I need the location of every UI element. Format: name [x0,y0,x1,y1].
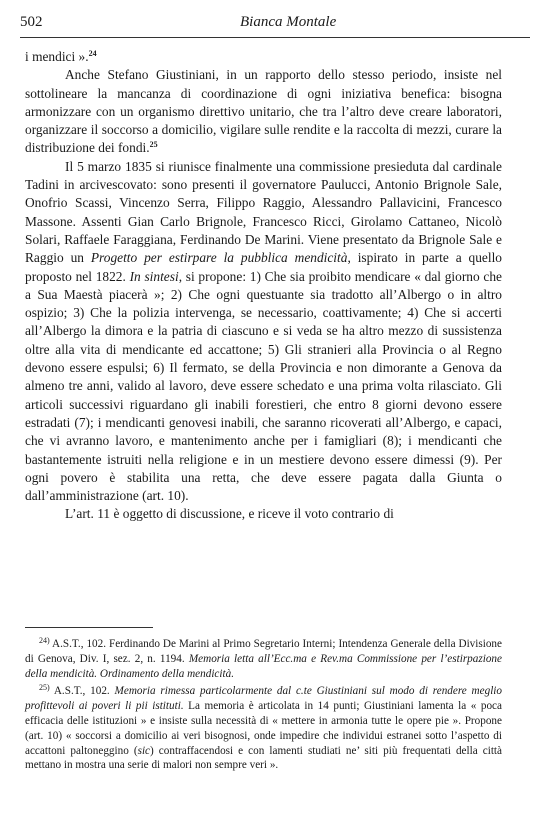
footnotes [25,637,502,776]
page-number: 502 [20,14,43,30]
footnote-24 [25,637,502,681]
footnote-sic: sic [137,744,151,757]
footnote-italic: Memoria rimessa particolarmente dal c.te Giustiniani sul modo di rendere meglio profittevoli ai poveri li pii istituti. [25,685,503,713]
paragraph [25,505,502,523]
paragraph [25,48,502,66]
project-title: Progetto per estirpare la pubblica mendicità [90,250,348,266]
paragraph [25,158,502,506]
main-text [25,48,502,524]
paragraph-text: Il 5 marzo 1835 si riunisce finalmente una commissione presieduta dal cardinale Tadini in arcivescovato: sono presenti il governatore Paulucci, Antonio Brignole Sale, Onofrio Scassi, Vincenzo Serra, Filippo Raggio, Alessandro Pallavicini, Francesco Massone. Assenti Gian Carlo Brignole, Francesco Ricci, Girolamo Cattaneo, Nicolò Solari, Raffaele Faraggiana, Ferdinando De Marini. Viene presentato da Brignole Sale e Raggio un [25,158,502,266]
footnote-text: A.S.T., 102. Ferdinando De Marini al Primo Segretario Interni; Intendenza Generale della Divisione di Genova, Div. I, sez. 2, n. 1194. [25,638,502,665]
running-head: Bianca Montale [240,14,337,30]
header-rule [20,37,530,38]
footnote-text: La memoria è articolata in 14 punti; Giustiniani lamenta la « poca efficacia delle istituzioni » e insiste sulla necessità di « mettere in armonia tutte le opere pie ». Propone (art. 10) « soccorsi a domicilio ai veri bisognosi, onde impedire che individui estranei sotto l’aspetto di accattoni paltoneggino ( [25,700,502,757]
paragraph-text: i mendici ». [25,49,89,64]
footnote-number: 25) [39,683,50,693]
paragraph-text: , ispirato in parte a quello proposto nel 1822. [25,250,502,284]
footnote-text: ) contraffacendosi e con lamenti studiati ne’ siti più frequentati della città mettano in mostra una serie di malori non sempre veri ». [25,744,502,772]
paragraph-text: , si propone: 1) Che sia proibito mendicare « dal giorno che a Sua Maestà piacerà »; 2) Che ogni questuante sia tradotto all’Albergo o in altro ospizio; 3) Che la polizia intervenga, se necessario, coattivamente; 4) Che si accerti all’Albergo la dimora e la patria di ciascuno e si veda se ha altro mezzo di sussistenza oltre alla vita di mendicante ed accattone; 5) Gli stranieri alla Provincia o al Regno devono essere espulsi; 6) Il fermato, se della Provincia e non dimorante a Genova da almeno tre anni, valido al lavoro, deve essere schedato e una prima volta rilasciato. Gli articoli successivi riguardano gli inabili forestieri, che entro 8 giorni devono essere estradati (7); i mendicanti genovesi inabili, che saranno ricoverati all’Albergo, e capaci, che vi avranno lavoro, e mantenimento anche per i famigliari (8); i mendicanti che bastantemente istruiti nella religione e in un mestiere devono essere dimessi (9). Per ogni povero è stabilita una retta, che deve essere pagata dalla Giunta o dall’amministrazione (art. 10). [25,268,502,504]
footnote-number: 24) [39,636,50,645]
paragraph-text: Anche Stefano Giustiniani, in un rapporto dello stesso periodo, insiste nel sottolineare la mancanza di coordinazione di ogni iniziativa benefica: bisogna armonizzare con un organismo direttivo unitario, che tra l’altro deve creare laboratori, organizzare il soccorso a domicilio, vigilare sulle rendite e la raccolta di mezzi, curare la distribuzione dei fondi. [25,67,502,156]
paragraph-text: L’art. 11 è oggetto di discussione, e riceve il voto contrario di [65,506,394,522]
footnote-25 [25,684,502,773]
paragraph [25,66,502,157]
footnote-ref: 25 [149,140,158,150]
footnote-italic: Memoria letta all’Ecc.ma e Rev.ma Commissione per l’estirpazione della mendicità. Ordinamento della mendicità. [25,652,502,680]
in-sintesi: In sintesi [129,268,179,284]
footnote-rule [25,627,153,628]
footnote-text: A.S.T., 102. [49,685,115,698]
footnote-ref: 24 [88,49,97,58]
page-header [20,14,530,36]
